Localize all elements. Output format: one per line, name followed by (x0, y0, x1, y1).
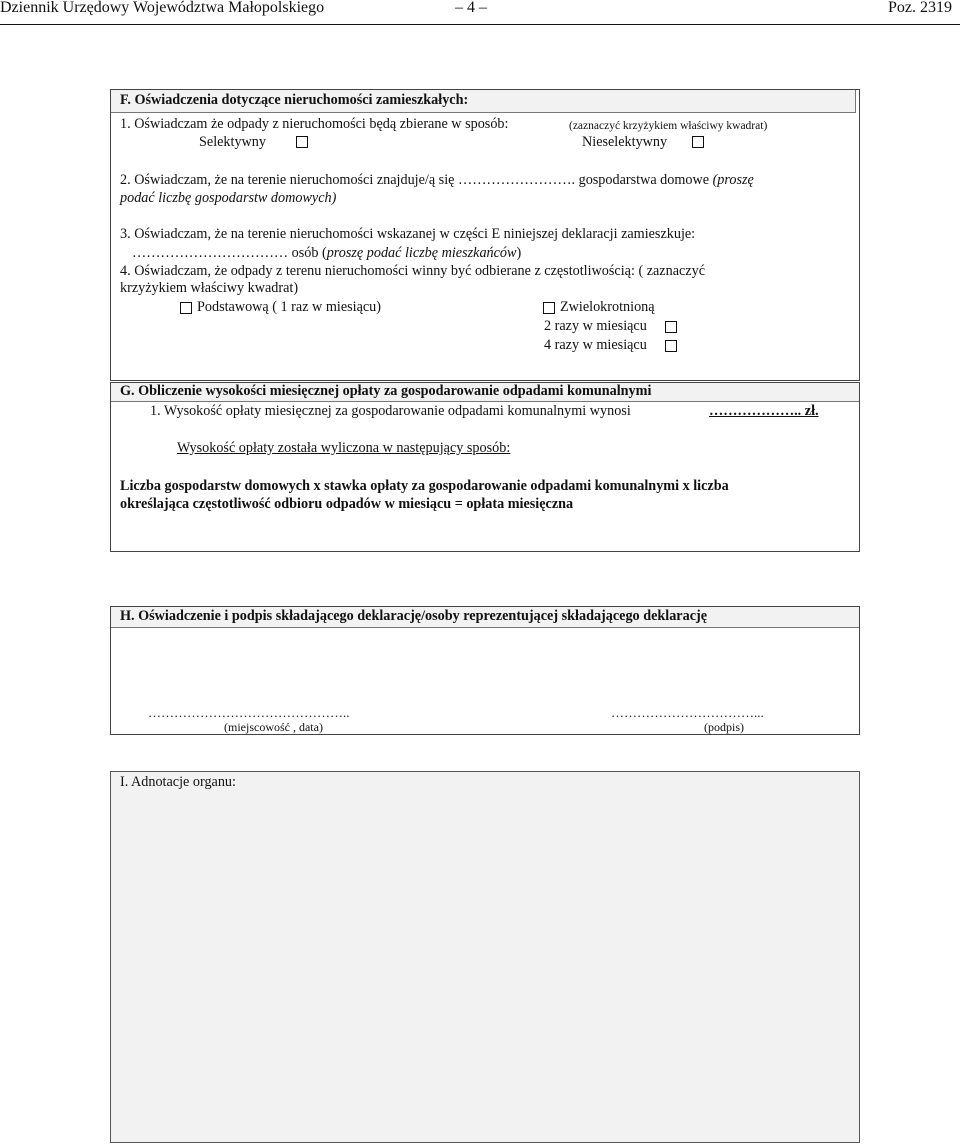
opt-basic-label: Podstawową ( 1 raz w miesiącu) (197, 299, 381, 315)
q4-line2: krzyżykiem właściwy kwadrat) (120, 280, 299, 296)
q2-line1 (120, 172, 754, 189)
opt-nonselective-label: Nieselektywny (582, 134, 668, 150)
q3-instruction: proszę podać liczbę mieszkańców (326, 245, 517, 261)
opt-2x-label: 2 razy w miesiącu (544, 318, 647, 334)
q2-instruction: (proszę (712, 172, 754, 188)
q3-text-c: ) (516, 245, 522, 261)
section-h-title: H. Oświadczenie i podpis składającego deklarację/osoby reprezentującej składającego deklarację (120, 608, 708, 624)
q3-line2 (132, 245, 521, 262)
q2-text: 2. Oświadczam, że na terenie nieruchomości znajduje/ą się (120, 172, 455, 188)
calc-label: Wysokość opłaty została wyliczona w następujący sposób: (177, 440, 511, 456)
place-date-field[interactable]: ……………………………………….. (148, 705, 350, 720)
q1-note: (zaznaczyć krzyżykiem właściwy kwadrat) (569, 120, 768, 132)
page-number: – 4 – (455, 0, 487, 16)
q1-text: 1. Oświadczam że odpady z nieruchomości będą zbierane w sposób: (120, 116, 509, 132)
journal-title: Dziennik Urzędowy Województwa Małopolskiego (0, 0, 325, 16)
section-g-title: G. Obliczenie wysokości miesięcznej opłaty za gospodarowanie odpadami komunalnymi (120, 383, 652, 399)
q2-text-b: gospodarstwa domowe (578, 172, 710, 188)
page-header (0, 0, 960, 25)
q2-households-field[interactable]: ……………………. (454, 172, 579, 188)
formula-line2: określająca częstotliwość odbioru odpadów w miesiącu = opłata miesięczna (120, 496, 574, 512)
selective-checkbox[interactable] (296, 136, 308, 148)
signature-field[interactable]: ……………………………... (611, 705, 764, 720)
q3-residents-field[interactable]: …………………………… (132, 245, 289, 261)
section-i-title: I. Adnotacje organu: (120, 774, 236, 790)
q3-text-a: osób ( (288, 245, 327, 261)
four-times-monthly-checkbox[interactable] (665, 340, 677, 352)
formula-line1: Liczba gospodarstw domowych x stawka opłaty za gospodarowanie odpadami komunalnymi x liczba (120, 478, 729, 494)
basic-frequency-checkbox[interactable] (180, 302, 192, 314)
fee-amount-field[interactable]: ……………….. zł. (709, 403, 819, 419)
opt-multiple-label: Zwielokrotnioną (560, 299, 655, 315)
g-item1-text: 1. Wysokość opłaty miesięcznej za gospodarowanie odpadami komunalnymi wynosi (150, 403, 631, 419)
nonselective-checkbox[interactable] (692, 136, 704, 148)
signature-label: (podpis) (704, 720, 744, 734)
place-date-label: (miejscowość , data) (224, 720, 323, 734)
section-i-box (110, 771, 860, 1143)
q4-line1: 4. Oświadczam, że odpady z terenu nieruchomości winny być odbierane z częstotliwością: ( zaznaczyć (120, 263, 705, 279)
position-number: Poz. 2319 (888, 0, 952, 16)
opt-selective-label: Selektywny (199, 134, 266, 150)
opt-4x-label: 4 razy w miesiącu (544, 337, 647, 353)
q2-line2: podać liczbę gospodarstw domowych) (120, 190, 337, 206)
multiple-frequency-checkbox[interactable] (543, 302, 555, 314)
section-f-title: F. Oświadczenia dotyczące nieruchomości zamieszkałych: (120, 92, 469, 108)
q3-line1: 3. Oświadczam, że na terenie nieruchomości wskazanej w części E niniejszej deklaracji zamieszkuje: (120, 226, 696, 242)
twice-monthly-checkbox[interactable] (665, 321, 677, 333)
